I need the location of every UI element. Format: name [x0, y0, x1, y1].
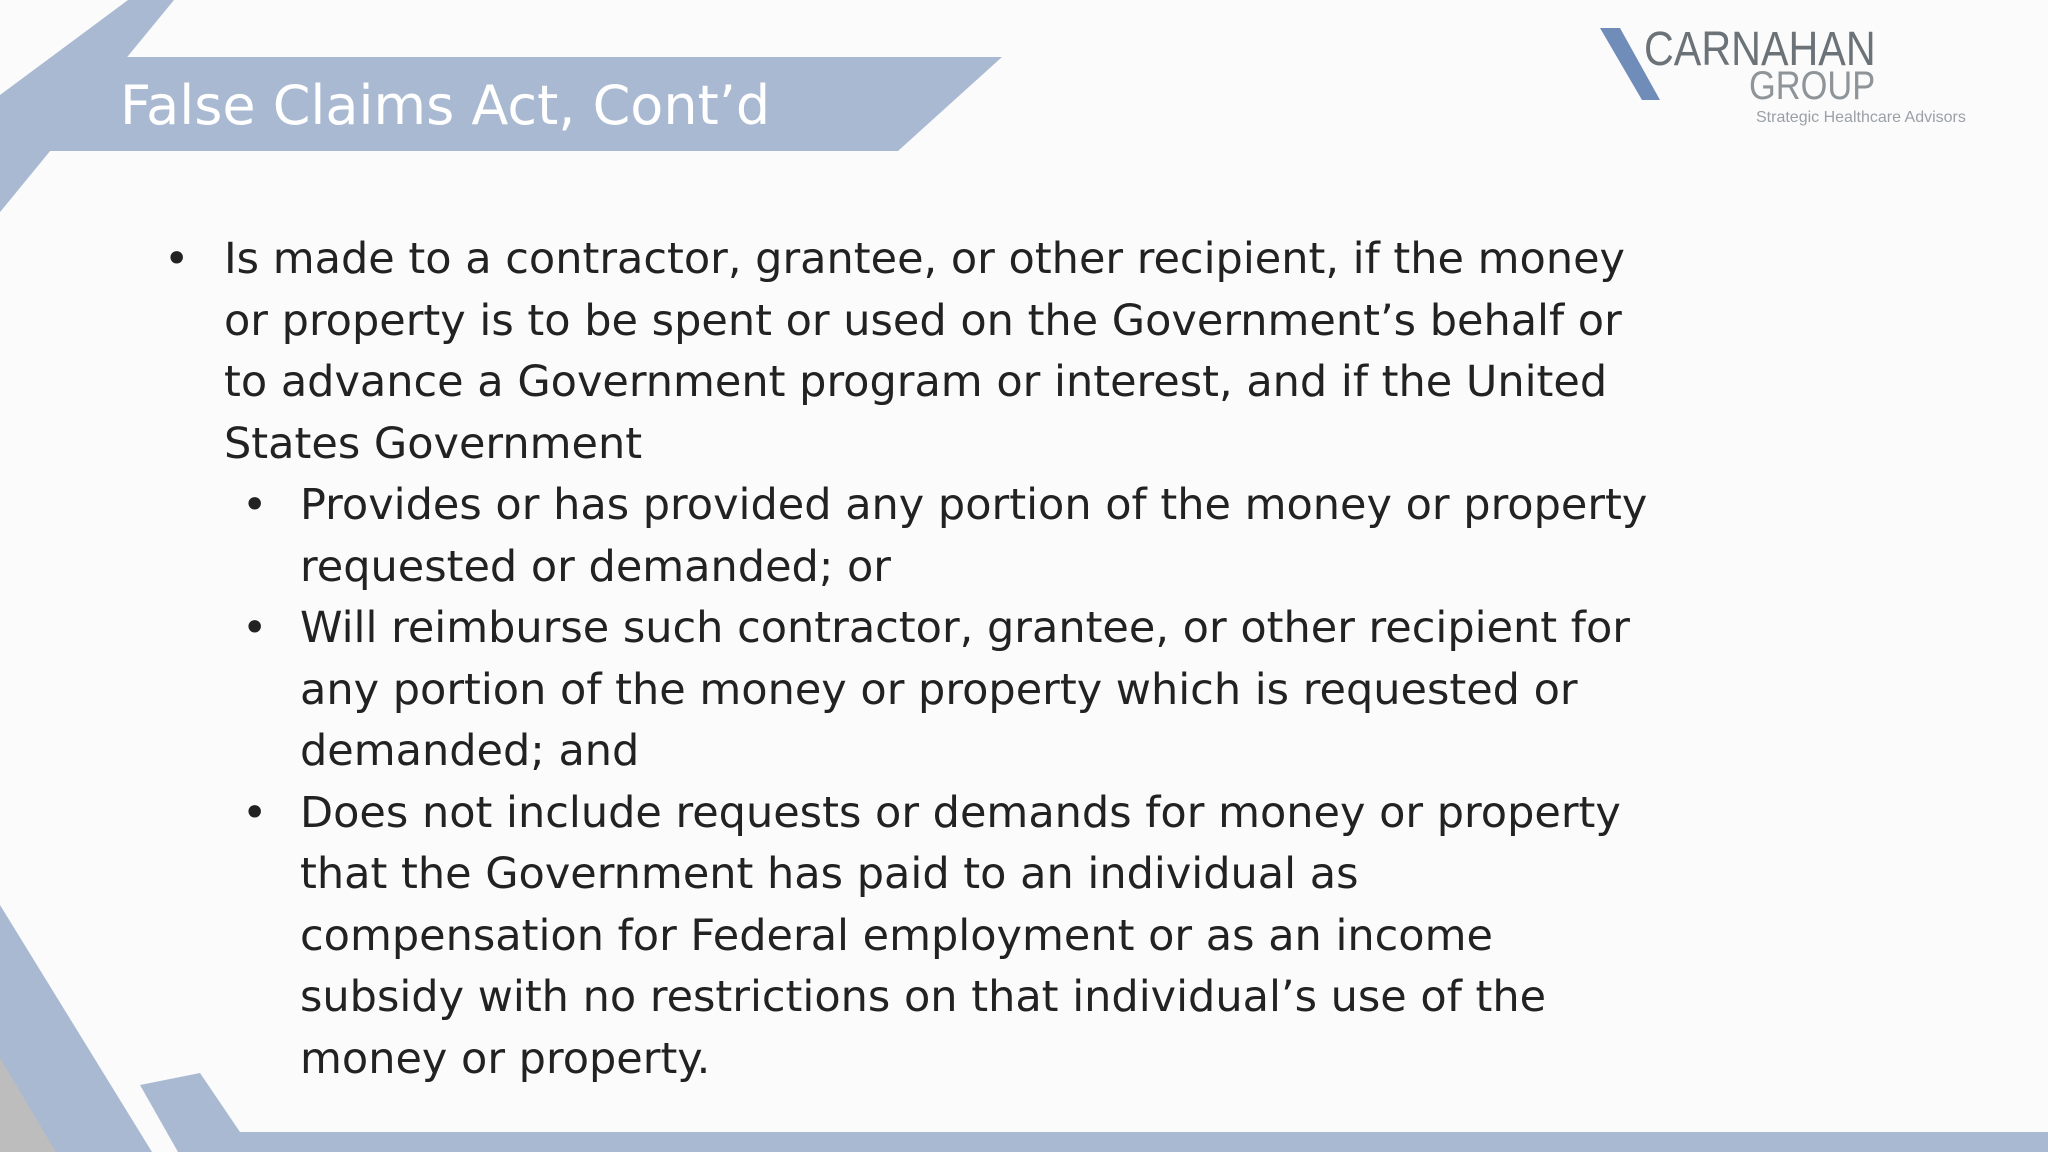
- sub-bullet-list: [150, 475, 1650, 1090]
- logo-wordmark-line1: CARNAHAN: [1644, 23, 1876, 76]
- sub-list-item: • Does not include requests or demands for money or property that the Government has paid to an individual as compensation for Federal employment or as an income subsidy with no restrictions on that individual’s use of the money or property.: [150, 783, 1650, 1091]
- sub-list-item: • Provides or has provided any portion of the money or property requested or demanded; or: [150, 475, 1650, 598]
- bullet-text: Is made to a contractor, grantee, or other recipient, if the money or property is to be spent or used on the Government’s behalf or to advance a Government program or interest, and if the United States Government: [224, 234, 1626, 469]
- logo-wordmark-line2: GROUP: [1749, 64, 1876, 108]
- company-logo: [1596, 22, 2016, 132]
- footer-bar: [236, 1132, 2048, 1152]
- sub-list-item: • Will reimburse such contractor, grantee, or other recipient for any portion of the money or property which is requested or demanded; and: [150, 598, 1650, 783]
- bullet-list: [150, 229, 1650, 1090]
- logo-tagline: Strategic Healthcare Advisors: [1756, 109, 1966, 126]
- list-item: [150, 229, 1650, 1090]
- slide-body: [150, 229, 1650, 1090]
- slide-title: False Claims Act, Cont’d: [120, 74, 771, 137]
